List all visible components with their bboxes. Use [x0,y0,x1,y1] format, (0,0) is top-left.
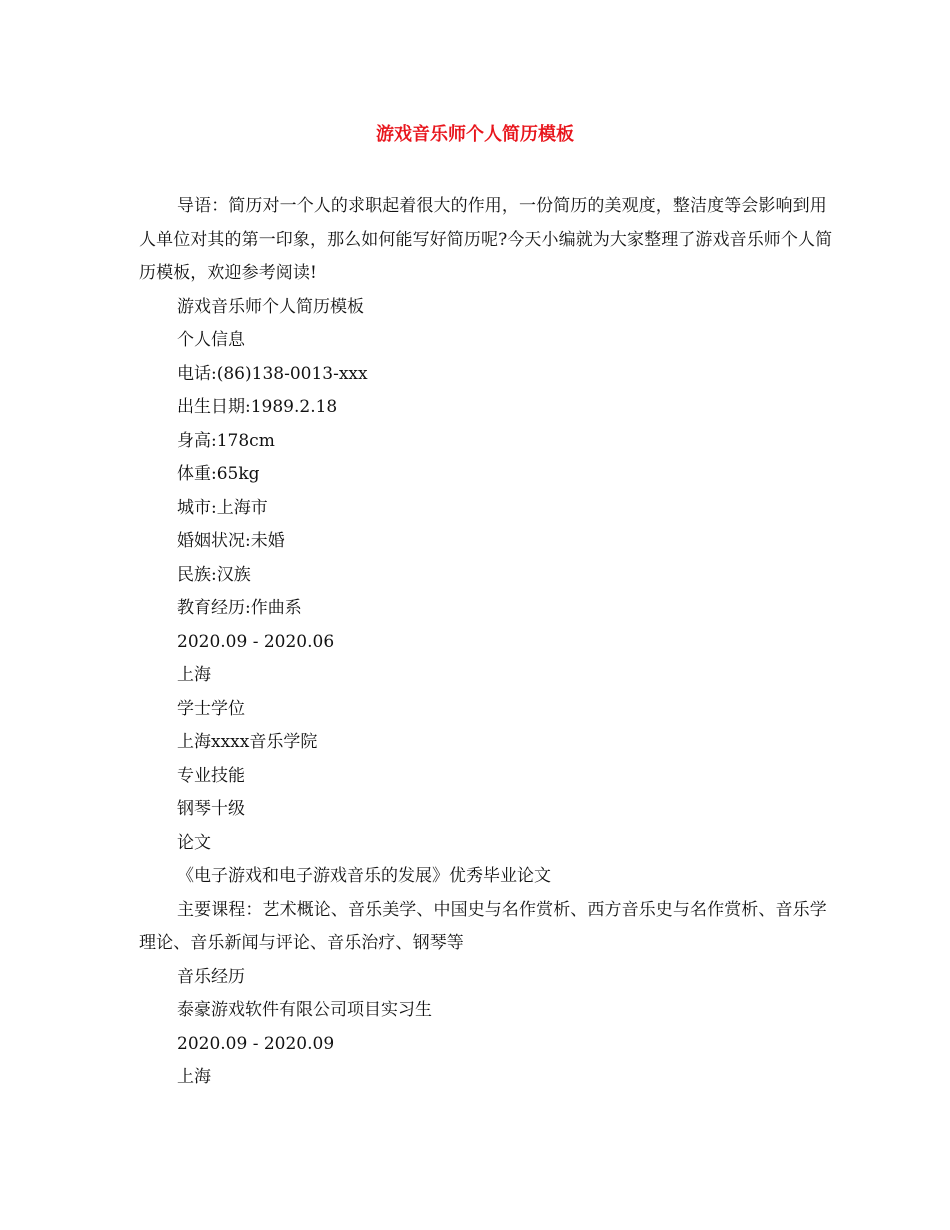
text-line: 游戏音乐师个人简历模板 [177,296,364,317]
section-heading-personal-info: 个人信息 [177,330,245,350]
ethnicity-line: 民族:汉族 [177,564,251,585]
thesis-line: 《电子游戏和电子游戏音乐的发展》优秀毕业论文 [177,866,551,886]
skill-line: 钢琴十级 [177,799,245,819]
courses-paragraph: 主要课程：艺术概论、音乐美学、中国史与名作赏析、西方音乐史与名作赏析、音乐学理论、音乐新闻与评论、音乐治疗、钢琴等 [139,899,827,953]
job-location-line: 上海 [177,1067,211,1087]
intro-paragraph: 导语：简历对一个人的求职起着很大的作用，一份简历的美观度，整洁度等会影响到用人单位对其的第一印象，那么如何能写好简历呢?今天小编就为大家整理了游戏音乐师个人简历模板，欢迎参考阅读! [139,196,833,283]
weight-line: 体重:65kg [177,464,260,484]
job-period-line: 2020.09 - 2020.09 [177,1033,335,1054]
city-line: 城市:上海市 [177,497,268,518]
document-body [139,190,839,1095]
height-line: 身高:178cm [177,430,275,451]
section-heading-music-experience: 音乐经历 [177,966,245,987]
document-title: 游戏音乐师个人简历模板 [376,124,574,145]
phone-line: 电话:(86)138-0013-xxx [177,363,368,384]
school-line: 上海xxxx音乐学院 [177,732,318,752]
education-line: 教育经历:作曲系 [177,598,302,618]
marital-status-line: 婚姻状况:未婚 [177,531,285,551]
education-period-line: 2020.09 - 2020.06 [177,631,335,652]
education-location-line: 上海 [177,665,211,685]
section-heading-thesis: 论文 [177,832,211,853]
degree-line: 学士学位 [177,698,245,719]
section-heading-skills: 专业技能 [177,765,245,786]
birthdate-line: 出生日期:1989.2.18 [177,397,338,417]
job-title-line: 泰豪游戏软件有限公司项目实习生 [177,1000,432,1020]
